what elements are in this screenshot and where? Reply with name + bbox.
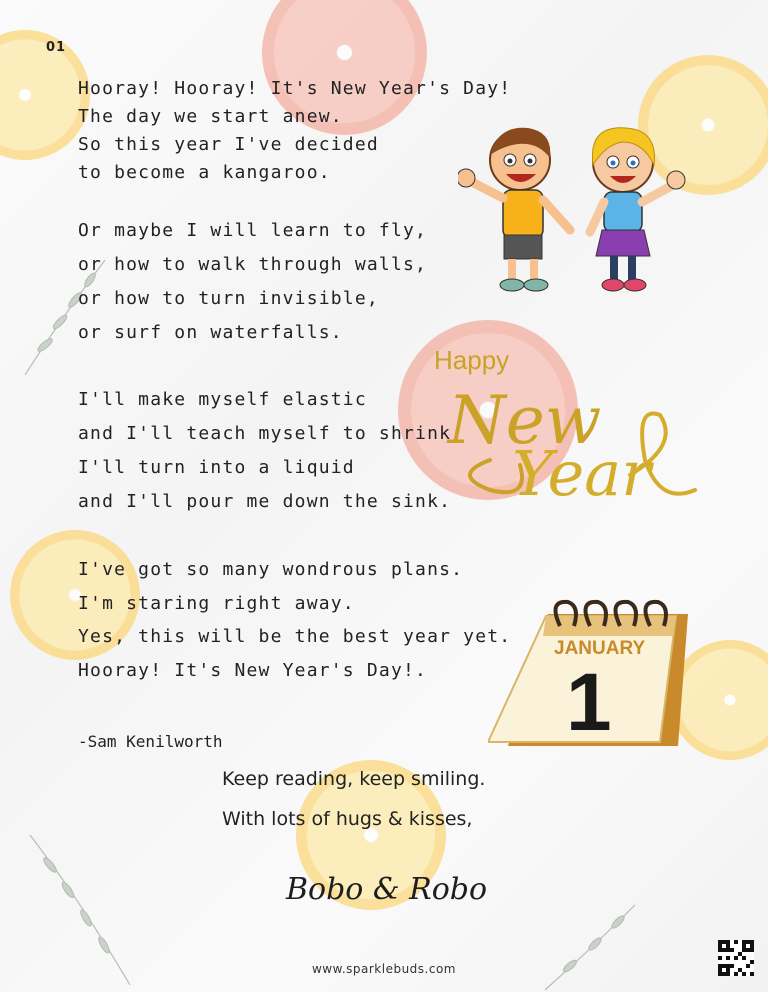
poem-line: I'll turn into a liquid <box>78 457 355 478</box>
poem-line: or surf on waterfalls. <box>78 322 343 343</box>
girl-icon <box>590 128 685 291</box>
cartoon-kids-illustration <box>458 120 693 300</box>
boy-icon <box>458 128 570 291</box>
closing-line-2: With lots of hugs & kisses, <box>222 808 473 830</box>
new-text: New <box>448 382 602 459</box>
new-year-script-icon <box>430 365 700 520</box>
poem-line: I'll make myself elastic <box>78 389 367 410</box>
website-link[interactable]: www.sparklebuds.com <box>311 962 456 976</box>
poem-line: Hooray! Hooray! It's New Year's Day! <box>78 78 512 99</box>
closing-line-1: Keep reading, keep smiling. <box>222 768 486 790</box>
calendar-day: 1 <box>566 657 612 748</box>
poem-line: and I'll pour me down the sink. <box>78 491 452 512</box>
poem-line: Or maybe I will learn to fly, <box>78 220 428 241</box>
calendar-graphic <box>488 596 693 756</box>
poem-line: The day we start anew. <box>78 106 343 127</box>
poem-line: to become a kangaroo. <box>78 162 331 183</box>
poem-line: I'm staring right away. <box>78 593 355 614</box>
signature: Bobo & Robo <box>286 872 488 907</box>
poem-line: or how to turn invisible, <box>78 288 379 309</box>
poem-line: I've got so many wondrous plans. <box>78 559 464 580</box>
poem-line: and I'll teach myself to shrink. <box>78 423 464 444</box>
herb-sprig-bottom-right-icon <box>540 900 640 992</box>
poem-line: Hooray! It's New Year's Day!. <box>78 660 428 681</box>
poem-line: Yes, this will be the best year yet. <box>78 626 512 647</box>
happy-text: Happy <box>434 345 510 375</box>
poem-line: So this year I've decided <box>78 134 379 155</box>
happy-new-year-graphic <box>430 345 700 520</box>
calendar-month: JANUARY <box>554 638 646 659</box>
poem-line: or how to walk through walls, <box>78 254 428 275</box>
year-text: Year <box>512 437 651 510</box>
orange-slice-top-left <box>0 30 90 160</box>
page-number: 01 <box>46 40 67 55</box>
poem-author: -Sam Kenilworth <box>78 732 223 751</box>
